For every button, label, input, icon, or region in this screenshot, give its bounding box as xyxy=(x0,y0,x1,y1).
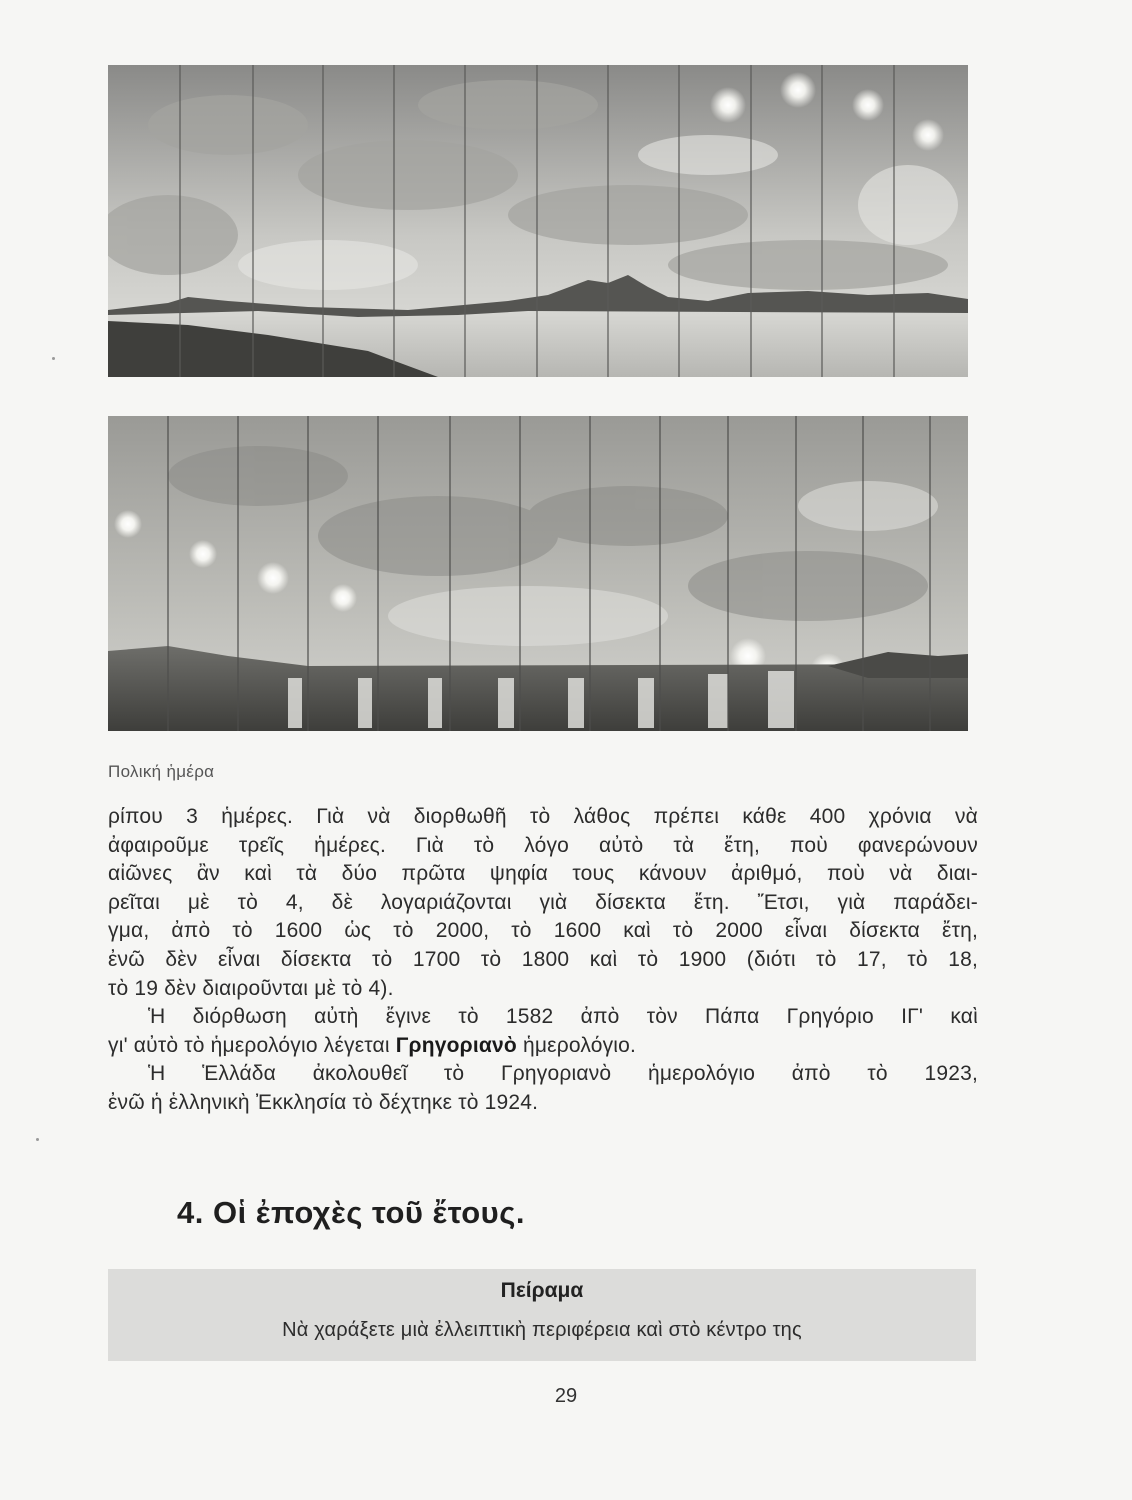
text-line: ἐνῶ ἡ ἑλληνικὴ Ἐκκλησία τὸ δέχτηκε τὸ 1924. xyxy=(108,1090,539,1114)
bold-term: Γρηγοριανὸ xyxy=(395,1033,517,1057)
text-line: αἰῶνες ἂν καὶ τὰ δύο πρῶτα ψηφία τους κάνουν ἀριθμό, ποὺ νὰ διαι- xyxy=(108,862,978,886)
experiment-box xyxy=(108,1269,976,1361)
print-speck xyxy=(36,1138,39,1141)
experiment-title: Πείραμα xyxy=(500,1279,584,1302)
text-segment: ἡμερολόγιο. xyxy=(516,1033,637,1057)
text-line: τὸ 19 δὲν διαιροῦνται μὲ τὸ 4). xyxy=(108,976,394,1000)
photo-top-image xyxy=(108,65,968,377)
paragraph-2 xyxy=(108,1003,978,1060)
text-line: ἐνῶ δὲν εἶναι δίσεκτα τὸ 1700 τὸ 1800 καὶ τὸ 1900 (διότι τὸ 17, τὸ 18, xyxy=(108,947,978,971)
text-line: Ἡ διόρθωση αὐτὴ ἔγινε τὸ 1582 ἀπὸ τὸν Πάπα Γρηγόριο ΙΓ' καὶ xyxy=(148,1005,978,1029)
text-line: ρεῖται μὲ τὸ 4, δὲ λογαριάζονται γιὰ δίσεκτα ἔτη. Ἔτσι, γιὰ παράδει- xyxy=(108,890,978,914)
text-line: ἀφαιροῦμε τρεῖς ἡμέρες. Γιὰ τὸ λόγο αὐτὸ τὰ ἔτη, ποὺ φανερώνουν xyxy=(108,833,978,857)
text-line: γμα, ἀπὸ τὸ 1600 ὡς τὸ 2000, τὸ 1600 καὶ τὸ 2000 εἶναι δίσεκτα ἔτη, xyxy=(108,919,978,943)
section-heading: 4. Οἱ ἐποχὲς τοῦ ἔτους. xyxy=(177,1195,525,1230)
text-line: ρίπου 3 ἡμέρες. Γιὰ νὰ διορθωθῆ τὸ λάθος πρέπει κάθε 400 χρόνια νὰ xyxy=(108,805,978,828)
polar-day-photo-bottom xyxy=(108,416,968,731)
page-number: 29 xyxy=(554,1385,578,1407)
body-text xyxy=(108,803,978,1118)
photo-bottom-image xyxy=(108,416,968,731)
experiment-text: Νὰ χαράξετε μιὰ ἐλλειπτικὴ περιφέρεια καὶ στὸ κέντρο της xyxy=(282,1319,802,1341)
figure-caption: Πολική ἡμέρα xyxy=(108,762,215,781)
text-segment: γι' αὐτὸ τὸ ἡμερολόγιο λέγεται xyxy=(108,1033,396,1057)
polar-day-photo-top xyxy=(108,65,968,377)
paragraph-1 xyxy=(108,803,978,1003)
text-line: Ἡ Ἑλλάδα ἀκολουθεῖ τὸ Γρηγοριανὸ ἡμερολόγιο ἀπὸ τὸ 1923, xyxy=(148,1062,978,1086)
text-line xyxy=(108,1032,978,1061)
print-speck xyxy=(52,357,55,360)
paragraph-3 xyxy=(108,1060,978,1117)
